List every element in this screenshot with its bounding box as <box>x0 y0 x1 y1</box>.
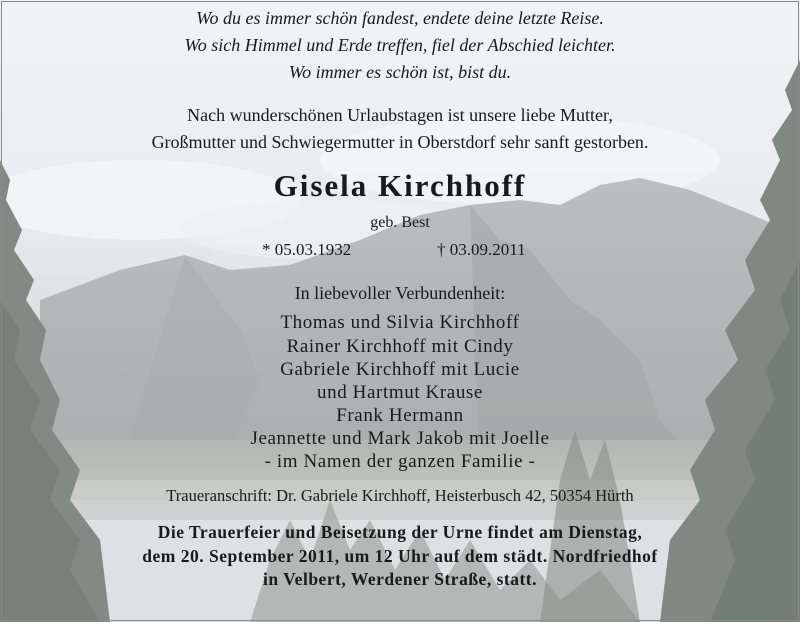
mourner-line: Thomas und Silvia Kirchhoff <box>280 312 520 333</box>
verse-line: Wo sich Himmel und Erde treffen, fiel der Abschied leichter. <box>184 35 616 55</box>
mourner-line: Jeannette und Mark Jakob mit Joelle <box>250 428 550 449</box>
birth-date: * 05.03.1932 <box>262 240 352 259</box>
funeral-info-line: dem 20. September 2011, um 12 Uhr auf dem städt. Nordfriedhof <box>142 546 658 566</box>
death-date: † 03.09.2011 <box>437 240 526 259</box>
verse-line: Wo du es immer schön fandest, endete deine letzte Reise. <box>196 8 604 28</box>
deceased-name: Gisela Kirchhoff <box>273 168 527 203</box>
mourner-line: Gabriele Kirchhoff mit Lucie <box>280 359 520 380</box>
mourner-line: Rainer Kirchhoff mit Cindy <box>286 336 514 357</box>
intro-line: Großmutter und Schwiegermutter in Oberstdorf sehr sanft gestorben. <box>151 132 649 152</box>
verse-line: Wo immer es schön ist, bist du. <box>288 62 512 82</box>
funeral-info-line: in Velbert, Werdener Straße, statt. <box>263 569 537 589</box>
birth-name: geb. Best <box>370 214 430 231</box>
funeral-info-line: Die Trauerfeier und Beisetzung der Urne findet am Dienstag, <box>157 522 643 542</box>
mourner-line: und Hartmut Krause <box>317 382 483 403</box>
intro-line: Nach wunderschönen Urlaubstagen ist unsere liebe Mutter, <box>187 105 613 125</box>
mourner-line: Frank Hermann <box>336 405 464 426</box>
mourners-heading: In liebevoller Verbundenheit: <box>294 283 506 303</box>
mourning-address: Traueranschrift: Dr. Gabriele Kirchhoff, Heisterbusch 42, 50354 Hürth <box>166 486 634 505</box>
mourner-line: - im Namen der ganzen Familie - <box>264 451 536 472</box>
